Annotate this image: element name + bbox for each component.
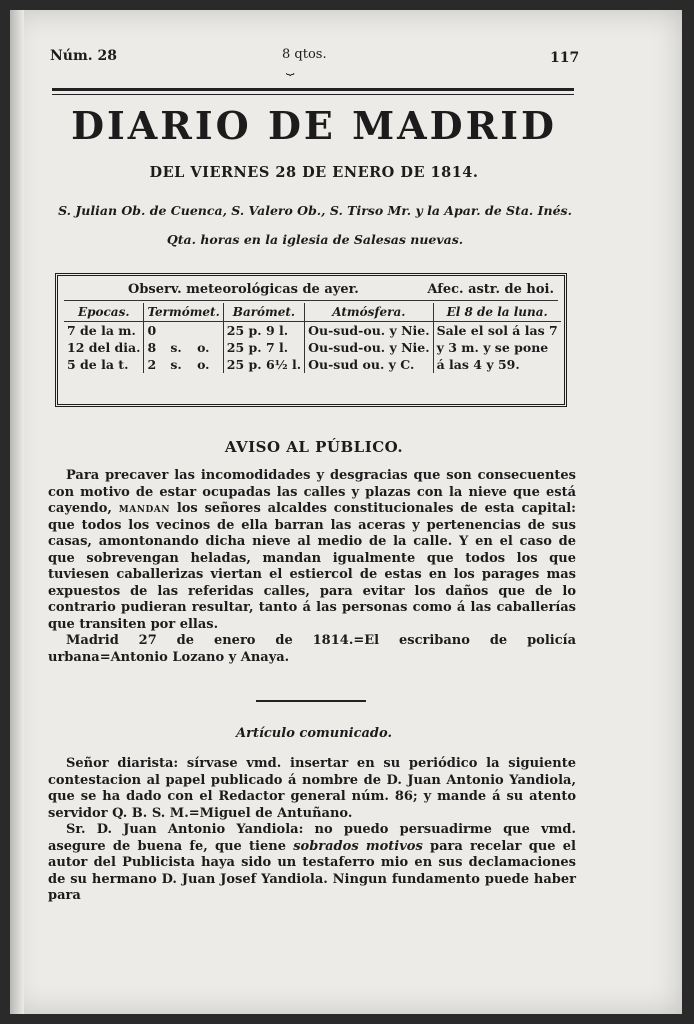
aviso-signature: Madrid 27 de enero de 1814.=El escribano de policía urbana=Antonio Lozano y Anaya. xyxy=(48,633,576,665)
article-paragraph: Señor diarista: sírvase vmd. insertar en su periódico la siguiente contestacion al papel publicado á nombre de D. Juan Antonio Yandiola, que se ha dado con el Redactor general núm. 86; y mande á su atento servidor Q. B. S. M.=Miguel de Antuñano. xyxy=(48,756,576,821)
termo-cell xyxy=(194,322,223,340)
article-title: Artículo comunicado. xyxy=(236,726,392,741)
page-number: 117 xyxy=(550,50,580,66)
luna-cell: á las 4 y 59. xyxy=(433,356,561,373)
article-text: Sr. D. Juan Antonio Yandiola: no puedo persuadirme que vmd. asegure de buena fe, que tiene xyxy=(48,822,576,854)
col-atmosfera: Atmósfera. xyxy=(305,303,433,322)
termo-cell: o. xyxy=(197,340,210,355)
luna-cell: y 3 m. y se pone xyxy=(433,339,561,356)
masthead-title: DIARIO DE MADRID xyxy=(71,103,557,148)
weather-table-header xyxy=(64,280,558,301)
article-paragraph xyxy=(48,822,576,905)
epoca-cell: 7 de la m. xyxy=(67,323,136,338)
epoca-cell: 12 del dia. xyxy=(67,340,141,355)
atmosfera-cell: Ou-sud-ou. y Nie. xyxy=(305,322,433,340)
termo-cell: 0 xyxy=(144,322,167,340)
quarto-note: 8 qtos. xyxy=(282,47,327,62)
aviso-title: AVISO AL PÚBLICO. xyxy=(224,438,404,456)
table-row xyxy=(64,322,561,340)
masthead-rule-top xyxy=(52,88,574,91)
weather-table xyxy=(64,303,561,373)
barometro-cell: 25 p. 7 l. xyxy=(223,339,304,356)
barometro-cell: 25 p. 9 l. xyxy=(223,322,304,340)
atmosfera-cell: Ou-sud-ou. y Nie. xyxy=(305,339,433,356)
epoca-cell: 5 de la t. xyxy=(67,357,129,372)
atmosfera-cell: Ou-sud ou. y C. xyxy=(305,356,433,373)
page-spine-shadow xyxy=(10,10,24,1014)
luna-cell: Sale el sol á las 7 xyxy=(433,322,561,340)
aviso-body xyxy=(48,468,576,666)
astro-title: Afec. astr. de hoi. xyxy=(427,282,554,297)
aviso-text: los señores alcaldes constitucionales de esta capital: que todos los vecinos de ella barran las aceras y pertenencias de sus casas, amontonando dicha nieve al medio de la calle. Y en el caso de que sobrevengan heladas, mandan igualmente que todos los que tuviesen caballerizas viertan el estiercol de estas en los parages mas expuestos de las referidas calles, para evitar los daños que de lo contrario pudieran resultar, tanto á las personas como á las caballerías que transiten por ellas. xyxy=(48,501,576,632)
article-text: para recelar que el autor del Publicista haya sido un testaferro mio en sus declamaciones de su hermano D. Juan Josef Yandiola. Ningun fundamento puede haber para xyxy=(48,838,576,903)
barometro-cell: 25 p. 6½ l. xyxy=(223,356,304,373)
section-separator xyxy=(256,700,366,702)
aviso-mandan: mandan xyxy=(118,501,170,516)
forty-hours-note: Qta. horas en la iglesia de Salesas nuevas. xyxy=(166,232,464,247)
termo-cell xyxy=(167,322,194,340)
table-row xyxy=(64,356,561,373)
termo-cell: o. xyxy=(197,357,210,372)
issue-number: Núm. 28 xyxy=(50,48,118,64)
brace-ornament: ⏟ xyxy=(286,60,295,76)
col-termometro: Termómet. xyxy=(144,303,223,322)
article-italic: sobrados motivos xyxy=(293,838,423,854)
termo-cell: 2 xyxy=(144,356,167,373)
col-barometro: Barómet. xyxy=(223,303,304,322)
termo-cell: 8 xyxy=(144,339,167,356)
weather-table-box xyxy=(55,273,567,407)
masthead-rule-thin xyxy=(52,94,574,95)
table-row xyxy=(64,339,561,356)
dateline: DEL VIERNES 28 DE ENERO DE 1814. xyxy=(149,164,479,181)
saints-of-day: S. Julian Ob. de Cuenca, S. Valero Ob., S. Tirso Mr. y la Apar. de Sta. Inés. xyxy=(58,203,572,218)
col-epocas: Epocas. xyxy=(64,303,144,322)
aviso-text: Para precaver las incomodidades y desgracias que son consecuentes con motivo de estar ocupadas las calles y plazas con la nieve que está cayendo, xyxy=(48,468,576,516)
col-luna: El 8 de la luna. xyxy=(433,303,561,322)
termo-cell: s. xyxy=(170,357,182,372)
aviso-paragraph xyxy=(48,468,576,633)
observations-title: Observ. meteorológicas de ayer. xyxy=(128,282,359,297)
termo-cell: s. xyxy=(170,340,182,355)
newspaper-page xyxy=(10,10,682,1014)
article-body xyxy=(48,756,576,905)
